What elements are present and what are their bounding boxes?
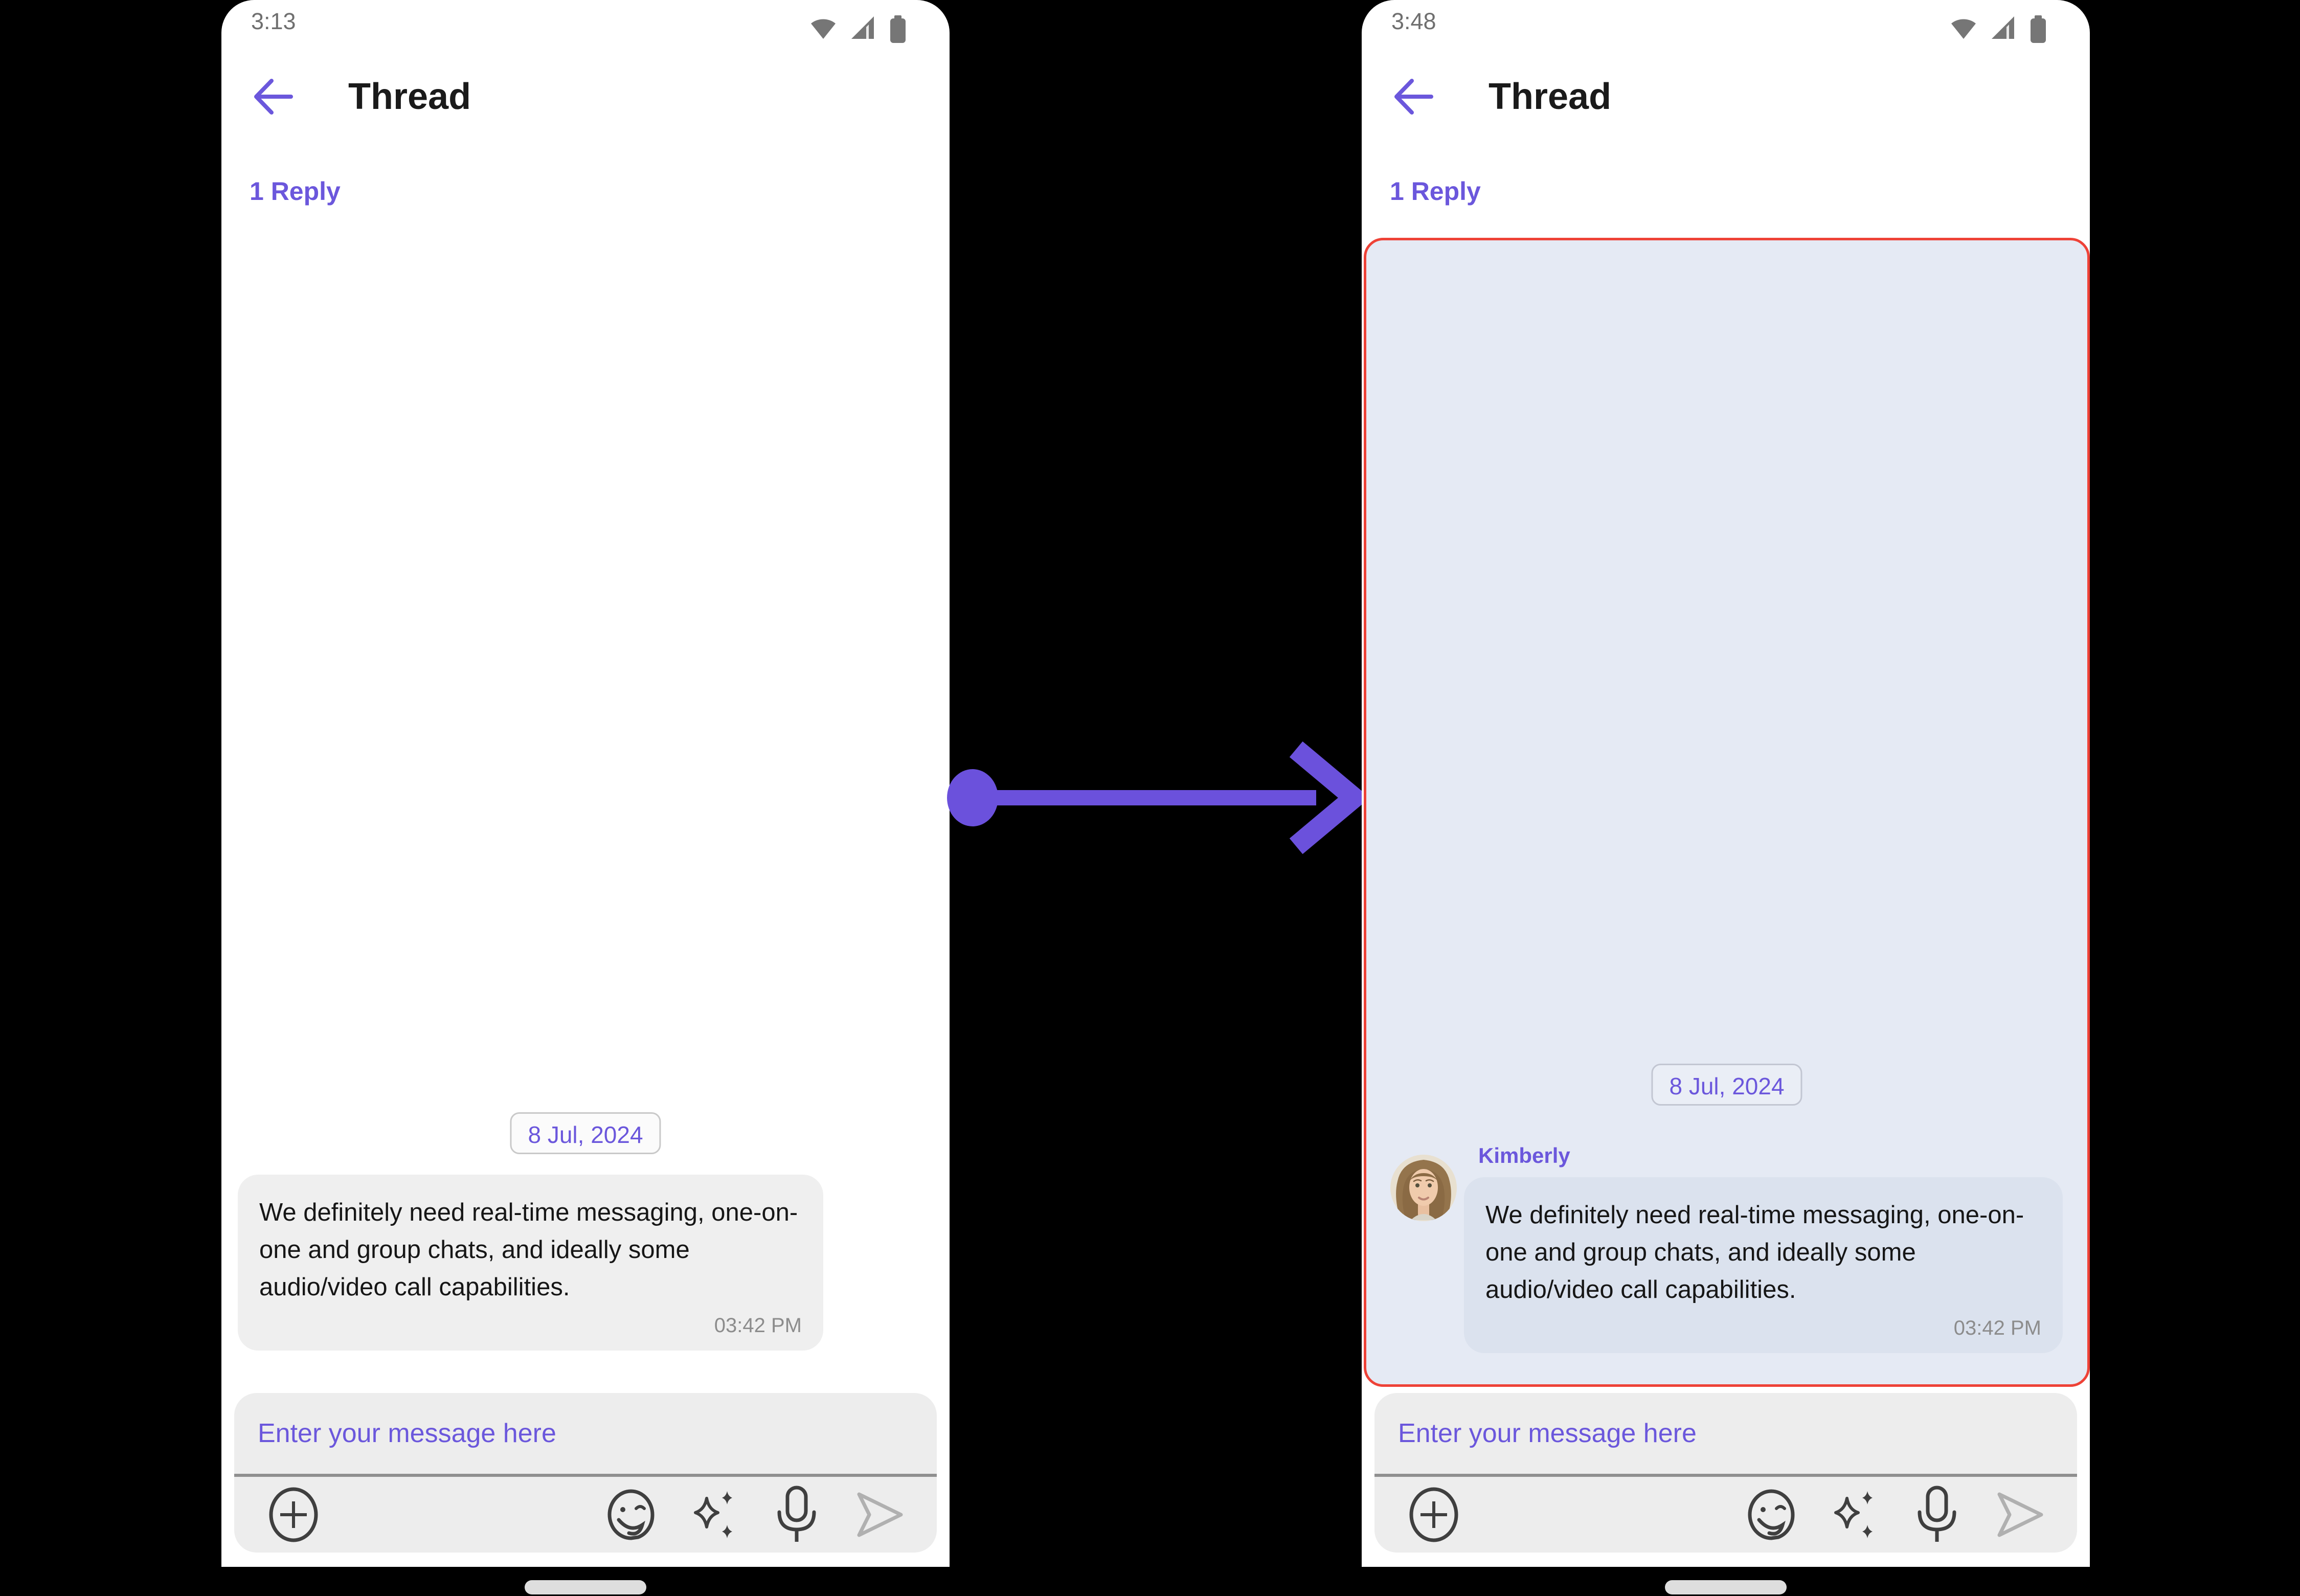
message-bubble[interactable] [238, 1175, 823, 1351]
wifi-icon [809, 15, 837, 43]
message-timestamp: 03:42 PM [1953, 1317, 2041, 1339]
status-icons [1950, 15, 2047, 46]
page-title: Thread [348, 76, 471, 117]
phone-screen-after [1362, 0, 2090, 1596]
message-timestamp: 03:42 PM [714, 1314, 802, 1337]
back-arrow-icon[interactable] [1391, 75, 1435, 119]
phone-screen-before [221, 0, 950, 1596]
reply-count-label: 1 Reply [1390, 177, 1481, 206]
wifi-icon [1950, 15, 1977, 43]
mic-icon[interactable] [771, 1487, 822, 1543]
ai-sparkles-icon[interactable] [1829, 1487, 1880, 1543]
composer-toolbar [1374, 1477, 2077, 1553]
message-input[interactable] [1374, 1393, 2077, 1474]
date-chip: 8 Jul, 2024 [510, 1112, 661, 1154]
send-icon[interactable] [854, 1487, 905, 1543]
page-title: Thread [1489, 76, 1612, 117]
attach-plus-icon[interactable] [268, 1487, 319, 1543]
attach-plus-icon[interactable] [1408, 1487, 1459, 1543]
ai-sparkles-icon[interactable] [688, 1487, 739, 1543]
gesture-nav-bar [221, 1567, 950, 1596]
composer-toolbar [234, 1477, 937, 1553]
sender-name: Kimberly [1478, 1143, 1570, 1167]
message-text: We definitely need real-time messaging, one-on-one and group chats, and ideally some audio/video call capabilities. [1485, 1201, 2024, 1303]
mic-icon[interactable] [1911, 1487, 1963, 1543]
message-text: We definitely need real-time messaging, one-on-one and group chats, and ideally some audio/video call capabilities. [259, 1199, 798, 1301]
gesture-nav-bar [1362, 1567, 2090, 1596]
avatar[interactable] [1390, 1155, 1457, 1221]
thread-message-area-highlight [1364, 238, 2090, 1387]
send-icon[interactable] [1994, 1487, 2045, 1543]
sticker-icon[interactable] [1746, 1487, 1797, 1543]
message-bubble[interactable] [1464, 1177, 2063, 1353]
home-indicator[interactable] [1665, 1580, 1787, 1594]
reply-count-label: 1 Reply [250, 177, 341, 206]
date-chip: 8 Jul, 2024 [1651, 1064, 1802, 1106]
battery-icon [2030, 15, 2047, 46]
status-time: 3:13 [251, 8, 296, 34]
battery-icon [889, 15, 907, 46]
status-time: 3:48 [1391, 8, 1436, 34]
message-composer [1374, 1393, 2077, 1553]
back-arrow-icon[interactable] [251, 75, 295, 119]
home-indicator[interactable] [525, 1580, 646, 1594]
status-icons [809, 15, 907, 46]
transition-arrow [935, 740, 1370, 855]
sticker-icon[interactable] [605, 1487, 657, 1543]
message-composer [234, 1393, 937, 1553]
signal-icon [850, 15, 876, 43]
message-input[interactable] [234, 1393, 937, 1474]
signal-icon [1991, 15, 2016, 43]
